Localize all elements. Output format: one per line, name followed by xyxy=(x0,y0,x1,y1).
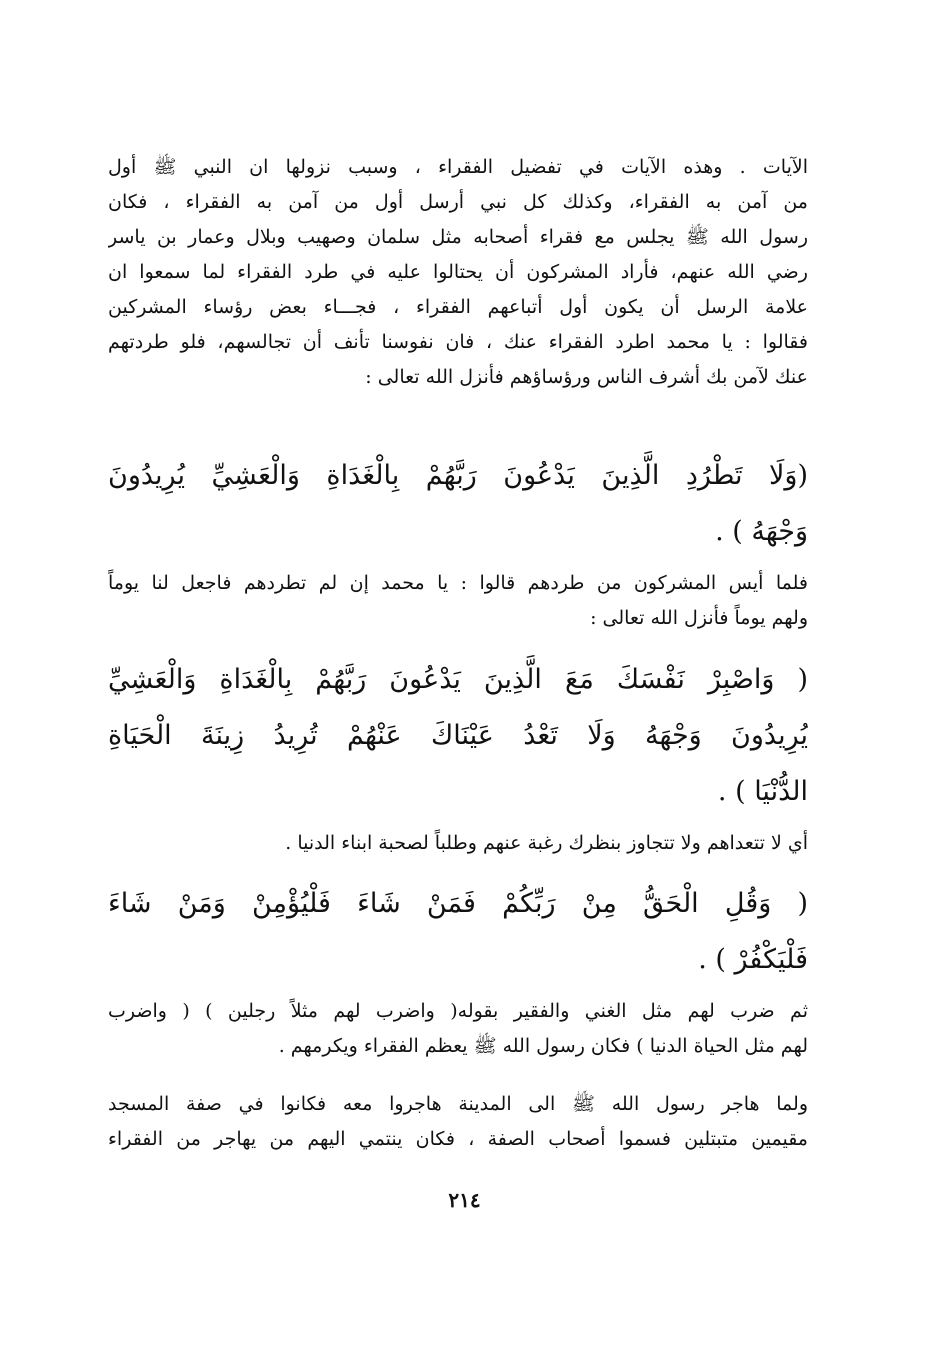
page-number: ٢١٤ xyxy=(448,1188,481,1212)
verse-line: (وَلَا تَطْرُدِ الَّذِينَ يَدْعُونَ رَبَّهُمْ بِالْغَدَاةِ وَالْعَشِيِّ يُرِيدُونَ xyxy=(108,460,808,491)
text-line: ولهم يوماً فأنزل الله تعالى : xyxy=(590,607,808,629)
text-line: فقالوا : يا محمد اطرد الفقراء عنك ، فان نفوسنا تأنف أن تجالسهم، فلو طردتهم xyxy=(108,331,808,353)
quran-verse-2 xyxy=(108,652,808,820)
text-line: عنك لآمن بك أشرف الناس ورؤساؤهم فأنزل الله تعالى : xyxy=(365,366,808,388)
text-line: أي لا تتعداهم ولا تتجاوز بنظرك رغبة عنهم وطلباً لصحبة ابناء الدنيا . xyxy=(285,832,808,854)
text-line: رسول الله ﷺ يجلس مع فقراء أصحابه مثل سلمان وصهيب وبلال وعمار بن ياسر xyxy=(108,226,808,248)
quran-verse-3 xyxy=(108,876,808,988)
text-line: ولما هاجر رسول الله ﷺ الى المدينة هاجروا معه فكانوا في صفة المسجد xyxy=(108,1093,808,1115)
paragraph-5 xyxy=(108,1087,808,1157)
text-line: لهم مثل الحياة الدنيا ) فكان رسول الله ﷺ يعظم الفقراء ويكرمهم . xyxy=(278,1035,808,1057)
paragraph-3 xyxy=(108,826,808,861)
text-line: الآيات . وهذه الآيات في تفضيل الفقراء ، وسبب نزولها ان النبي ﷺ أول xyxy=(108,156,808,178)
text-line: مقيمين متبتلين فسموا أصحاب الصفة ، فكان ينتمي اليهم من يهاجر من الفقراء xyxy=(108,1128,808,1150)
paragraph-2 xyxy=(108,566,808,636)
verse-line: الدُّنْيَا ) . xyxy=(717,776,808,807)
text-line: ثم ضرب لهم مثل الغني والفقير بقوله( واضرب لهم مثلاً رجلين ) ( واضرب xyxy=(108,1000,808,1022)
verse-line: ( وَاصْبِرْ نَفْسَكَ مَعَ الَّذِينَ يَدْعُونَ رَبَّهُمْ بِالْغَدَاةِ وَالْعَشِيِّ xyxy=(108,664,808,695)
paragraph-4 xyxy=(108,994,808,1064)
verse-line: فَلْيَكْفُرْ ) . xyxy=(698,944,808,975)
text-line: رضي الله عنهم، فأراد المشركون أن يحتالوا عليه في طرد الفقراء لما سمعوا ان xyxy=(108,261,808,283)
text-line: علامة الرسل أن يكون أول أتباعهم الفقراء ، فجـــاء بعض رؤساء المشركين xyxy=(108,296,808,318)
text-line: فلما أيس المشركون من طردهم قالوا : يا محمد إن لم تطردهم فاجعل لنا يوماً xyxy=(108,572,808,594)
verse-line: وَجْهَهُ ) . xyxy=(715,516,808,547)
quran-verse-1 xyxy=(108,448,808,560)
text-line: من آمن به الفقراء، وكذلك كل نبي أرسل أول من آمن به الفقراء ، فكان xyxy=(108,191,808,213)
verse-line: يُرِيدُونَ وَجْهَهُ وَلَا تَعْدُ عَيْنَاكَ عَنْهُمْ تُرِيدُ زِينَةَ الْحَيَاةِ xyxy=(108,720,808,751)
paragraph-1 xyxy=(108,150,808,395)
verse-line: ( وَقُلِ الْحَقُّ مِنْ رَبِّكُمْ فَمَنْ شَاءَ فَلْيُؤْمِنْ وَمَنْ شَاءَ xyxy=(108,888,808,919)
